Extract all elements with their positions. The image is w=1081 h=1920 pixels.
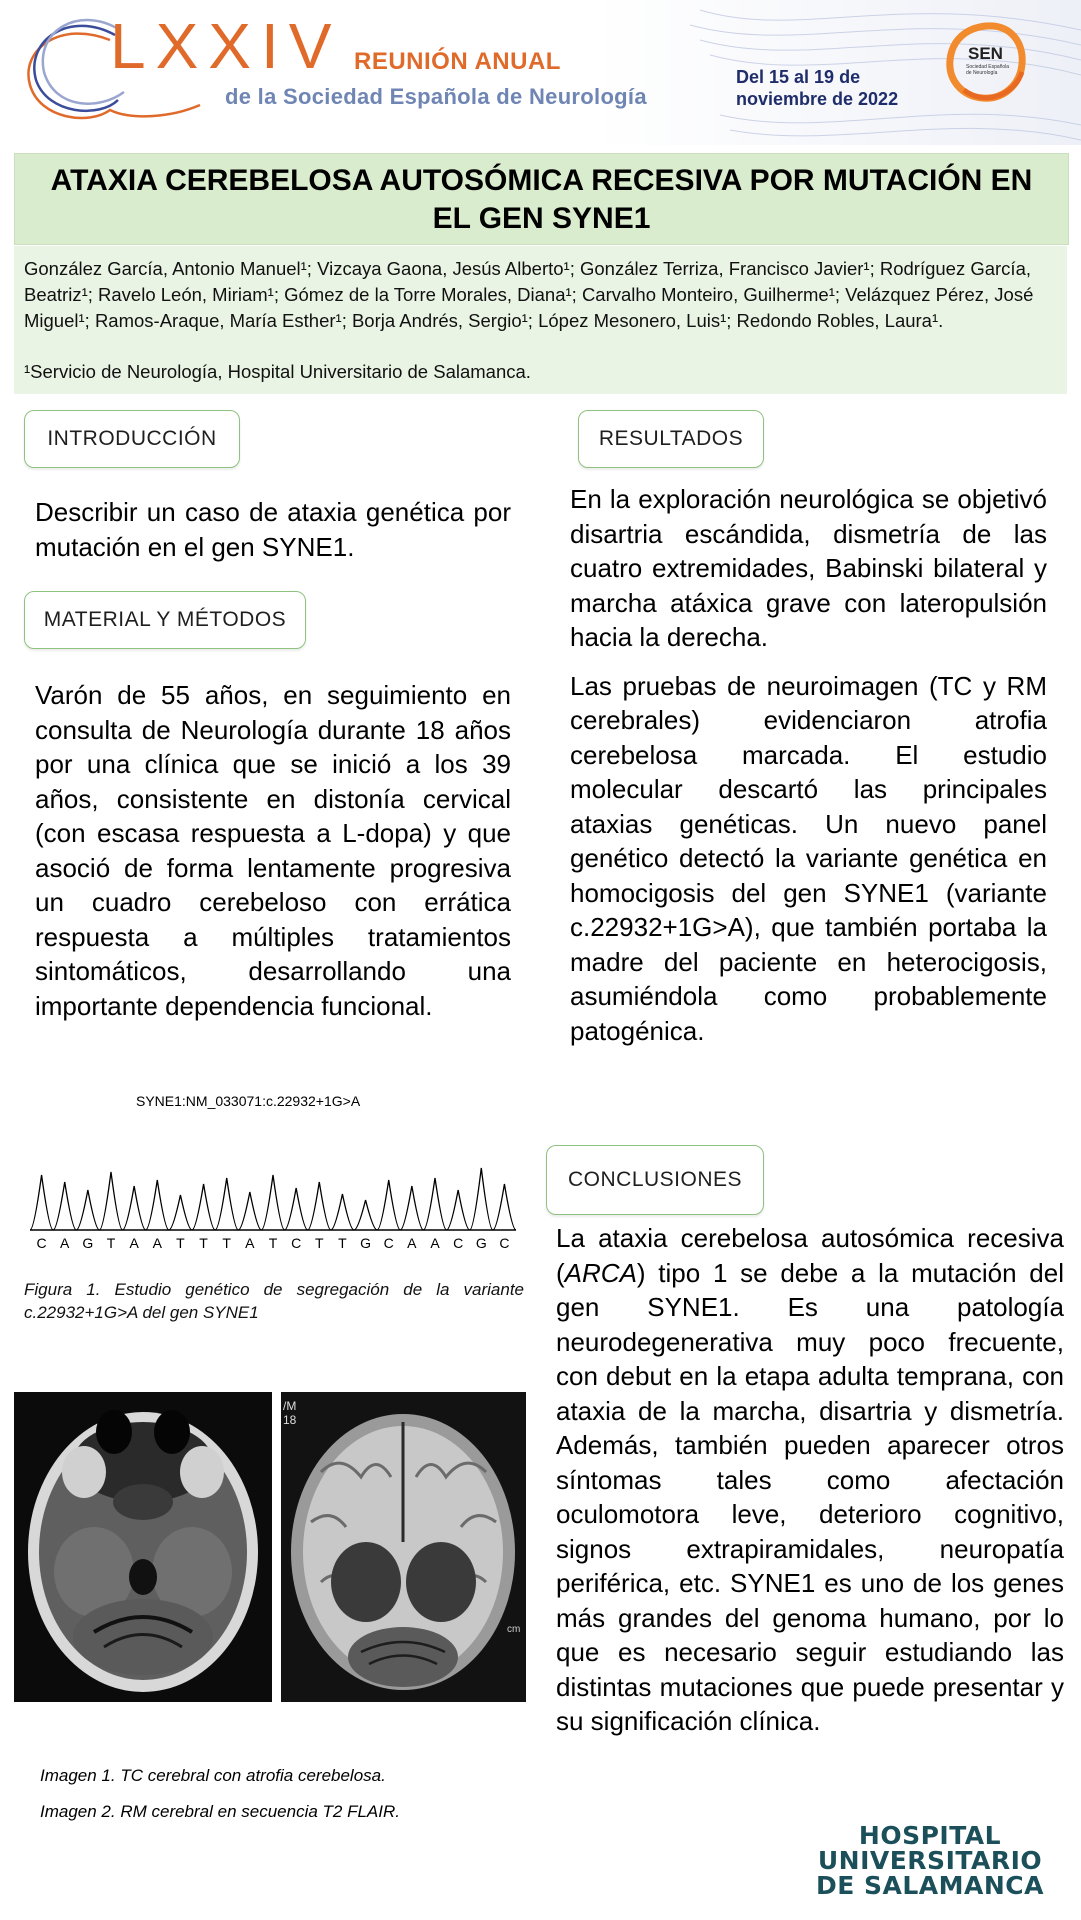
mri-brain-image — [281, 1392, 526, 1702]
mri-overlay-text-1: /M — [283, 1399, 297, 1413]
author-list: González García, Antonio Manuel¹; Vizcaya Gaona, Jesús Alberto¹; González Terriza, Francisco Javier¹; Rodríguez García, Beatriz¹; Ravelo León, Miriam¹; Gómez de la Torre Morales, Diana¹; Carvalho Monteiro, Guilherme¹; Velázquez Pérez, José Miguel¹; Ramos-Araque, María Esther¹; Borja Andrés, Sergio¹; López Mesonero, Luis¹; Redondo Robles, Laura¹. — [24, 258, 1034, 331]
section-header-introduccion: INTRODUCCIÓN — [24, 410, 240, 468]
base-call-12: T — [315, 1235, 324, 1251]
results-block — [570, 482, 1047, 1048]
base-call-3: T — [106, 1235, 116, 1251]
base-calls — [37, 1235, 510, 1251]
base-call-6: T — [176, 1235, 185, 1251]
conclusions-text-post: ) tipo 1 se debe a la mutación del gen SYNE1. Es una patología neurodegenerativa muy poco frecuente, con debut en la etapa adulta temprana, con ataxia de la marcha, disartria y dismetría. Además, también pueden aparecer otros síntomas tales como afectación oculomotora leve, deterioro cognitivo, signos extrapiramidales, neuropatía periférica, etc. SYNE1 es uno de los genes más grandes del genoma humano, por lo que es necesario seguir estudiando las distintas mutaciones que puede presentar y su significación clínica. — [556, 1257, 1064, 1736]
base-call-20: C — [499, 1235, 510, 1251]
hospital-logo — [800, 1823, 1060, 1898]
poster-title: ATAXIA CEREBELOSA AUTOSÓMICA RECESIVA POR MUTACIÓN EN EL GEN SYNE1 — [50, 164, 1033, 235]
affiliation: ¹Servicio de Neurología, Hospital Universitario de Salamanca. — [24, 361, 531, 382]
base-call-15: C — [383, 1235, 394, 1251]
edition-numeral: LXXIV — [110, 10, 342, 82]
section-header-conclusiones: CONCLUSIONES — [546, 1145, 764, 1215]
chromatogram — [30, 1160, 516, 1255]
chromatogram-trace — [30, 1168, 516, 1230]
hospital-logo-line-1: HOSPITAL — [858, 1821, 1002, 1850]
hospital-logo-line-3: DE SALAMANCA — [815, 1871, 1044, 1900]
base-call-13: T — [338, 1235, 347, 1251]
base-call-8: T — [222, 1235, 231, 1251]
dates-line-2: noviembre de 2022 — [736, 89, 899, 109]
section-header-material-metodos: MATERIAL Y MÉTODOS — [24, 591, 306, 649]
society-name: de la Sociedad Española de Neurología — [225, 84, 647, 109]
image-1-caption: Imagen 1. TC cerebral con atrofia cerebelosa. — [40, 1766, 386, 1785]
ct-brain-image — [14, 1392, 272, 1702]
sequence-label: SYNE1:NM_033071:c.22932+1G>A — [136, 1093, 361, 1109]
base-call-5: A — [152, 1235, 162, 1251]
header-banner — [0, 0, 1081, 145]
base-call-17: A — [430, 1235, 440, 1251]
authors-panel — [14, 246, 1067, 394]
sen-logo-text: SEN — [968, 44, 1003, 63]
title-panel — [14, 153, 1069, 245]
base-call-7: T — [199, 1235, 208, 1251]
base-call-14: G — [360, 1235, 372, 1251]
mri-overlay-text-2: 18 — [283, 1413, 297, 1427]
base-call-18: C — [453, 1235, 464, 1251]
meeting-title: REUNIÓN ANUAL — [354, 48, 561, 75]
methods-text: Varón de 55 años, en seguimiento en consulta de Neurología durante 18 años por una clínica que se inició a los 39 años, consistente en distonía cervical (con escasa respuesta a L-dopa) y que asoció de forma lentamente progresiva un cuadro cerebeloso con errática respuesta a múltiples tratamientos sintomáticos, desarrollando una importante dependencia funcional. — [35, 680, 511, 1021]
base-call-11: C — [291, 1235, 302, 1251]
base-call-0: C — [36, 1235, 47, 1251]
results-paragraph-2: Las pruebas de neuroimagen (TC y RM cerebrales) evidenciaron atrofia cerebelosa marcada. El estudio molecular descartó las principales ataxias genéticas. Un nuevo panel genético detectó la variante genética en homocigosis del gen SYNE1 (variante c.22932+1G>A), que también portaba la madre del paciente en heterocigosis, asumiéndola como probablemente patogénica. — [570, 670, 1047, 1046]
base-call-1: A — [60, 1235, 70, 1251]
conclusions-text-pre: La ataxia cerebelosa autosómica recesiva ( — [556, 1223, 1064, 1288]
mri-overlay-text-3: cm — [507, 1624, 521, 1635]
intro-text: Describir un caso de ataxia genética por mutación en el gen SYNE1. — [35, 497, 511, 562]
base-call-16: A — [407, 1235, 417, 1251]
base-call-10: T — [268, 1235, 278, 1251]
conclusions-text — [556, 1221, 1064, 1739]
conclusions-text-arca: ARCA — [564, 1257, 637, 1288]
sen-logo-subtext: Sociedad Española de Neurología — [966, 64, 1010, 76]
section-header-resultados: RESULTADOS — [578, 410, 764, 468]
results-paragraph-1: En la exploración neurológica se objetivó disartria escándida, dismetría de las cuatro extremidades, Babinski bilateral y marcha atáxica grave con lateropulsión hacia la derecha. — [570, 484, 1047, 652]
figure-1-caption: Figura 1. Estudio genético de segregación de la variante c.22932+1G>A del gen SYNE1 — [24, 1280, 524, 1322]
image-2-caption: Imagen 2. RM cerebral en secuencia T2 FLAIR. — [40, 1802, 400, 1821]
base-call-2: G — [82, 1235, 94, 1251]
meeting-dates — [736, 66, 936, 110]
base-call-9: A — [245, 1235, 255, 1251]
base-call-19: G — [475, 1235, 487, 1251]
hospital-logo-line-2: UNIVERSITARIO — [817, 1846, 1043, 1875]
base-call-4: A — [129, 1235, 139, 1251]
dates-line-1: Del 15 al 19 de — [736, 67, 861, 87]
